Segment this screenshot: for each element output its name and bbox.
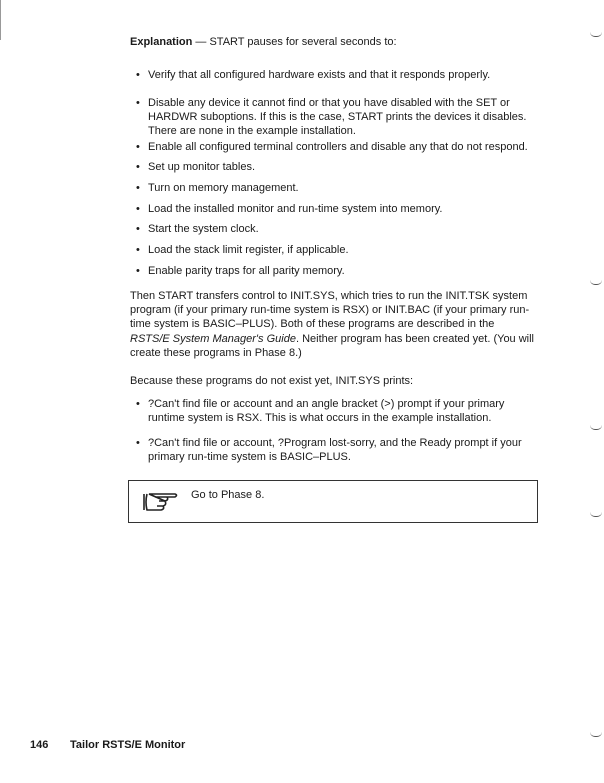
list-item: • Verify that all configured hardware exists and that it responds properly. (136, 69, 491, 81)
scan-mark (590, 512, 602, 517)
scan-mark (590, 280, 602, 285)
list-item-text: Disable any device it cannot find or that you have disabled with the SET or HARDWR suboptions. If this is the case, START prints the devices it disables. There are none in the example installation. (148, 97, 527, 138)
list-item: • Start the system clock. (136, 223, 259, 235)
list-item-text: Set up monitor tables. (148, 161, 256, 173)
list-item: • Load the installed monitor and run-time system into memory. (136, 203, 443, 215)
footer-title: Tailor RSTS/E Monitor (70, 739, 186, 751)
list-item-text: ?Can't find file or account, ?Program lost-sorry, and the Ready prompt if your primary run-time system is BASIC–PLUS. (148, 437, 522, 464)
explanation-label: Explanation (130, 36, 193, 48)
paragraph-because: Because these programs do not exist yet, INIT.SYS prints: (130, 375, 414, 387)
paragraph-init-sys (130, 289, 535, 360)
list-item: • Turn on memory management. (136, 182, 299, 194)
list-item: • Load the stack limit register, if applicable. (136, 244, 349, 256)
scan-edge (0, 0, 1, 40)
list-item-text: Enable parity traps for all parity memory. (148, 265, 345, 277)
list-item: • Disable any device it cannot find or that you have disabled with the SET or HARDWR suboptions. If this is the case, START prints the devices it disables. There are none in the example installation. (136, 97, 527, 138)
page-number: 146 (30, 739, 49, 751)
scan-mark (590, 732, 602, 737)
list-item-text: Enable all configured terminal controllers and disable any that do not respond. (148, 141, 528, 153)
list-item-text: Load the stack limit register, if applicable. (148, 244, 349, 256)
list-item-text: Verify that all configured hardware exists and that it responds properly. (148, 69, 491, 81)
list-item-text: Start the system clock. (148, 223, 259, 235)
note-box (128, 480, 538, 523)
scan-mark (590, 32, 602, 37)
list-item: • Set up monitor tables. (136, 161, 256, 173)
note-text: Go to Phase 8. (191, 489, 265, 501)
list-item: • ?Can't find file or account and an angle bracket (>) prompt if your primary runtime system is RSX. This is what occurs in the example installation. (136, 398, 505, 425)
list-item: • Enable parity traps for all parity memory. (136, 265, 345, 277)
scan-mark (590, 425, 602, 430)
list-item-text: Load the installed monitor and run-time system into memory. (148, 203, 443, 215)
para-text: Then START transfers control to INIT.SYS, which tries to run the INIT.TSK system program (if your primary run-time system is RSX) or INIT.BAC (if your primary run-time system is BASIC–PLUS). Both of these programs are described in the (130, 290, 530, 331)
explanation-text: — START pauses for several seconds to: (192, 36, 397, 48)
explanation-line (130, 35, 540, 49)
para-text: . Neither program has been created yet. (You will create these programs in Phase 8.) (130, 332, 535, 359)
pointing-hand-icon (141, 490, 181, 512)
book-title: RSTS/E System Manager's Guide (130, 332, 296, 345)
list-item-text: ?Can't find file or account and an angle bracket (>) prompt if your primary runtime system is RSX. This is what occurs in the example installation. (148, 398, 505, 425)
list-item-text: Turn on memory management. (148, 182, 299, 194)
list-item: • Enable all configured terminal controllers and disable any that do not respond. (136, 141, 528, 153)
list-item: • ?Can't find file or account, ?Program lost-sorry, and the Ready prompt if your primary run-time system is BASIC–PLUS. (136, 437, 522, 464)
